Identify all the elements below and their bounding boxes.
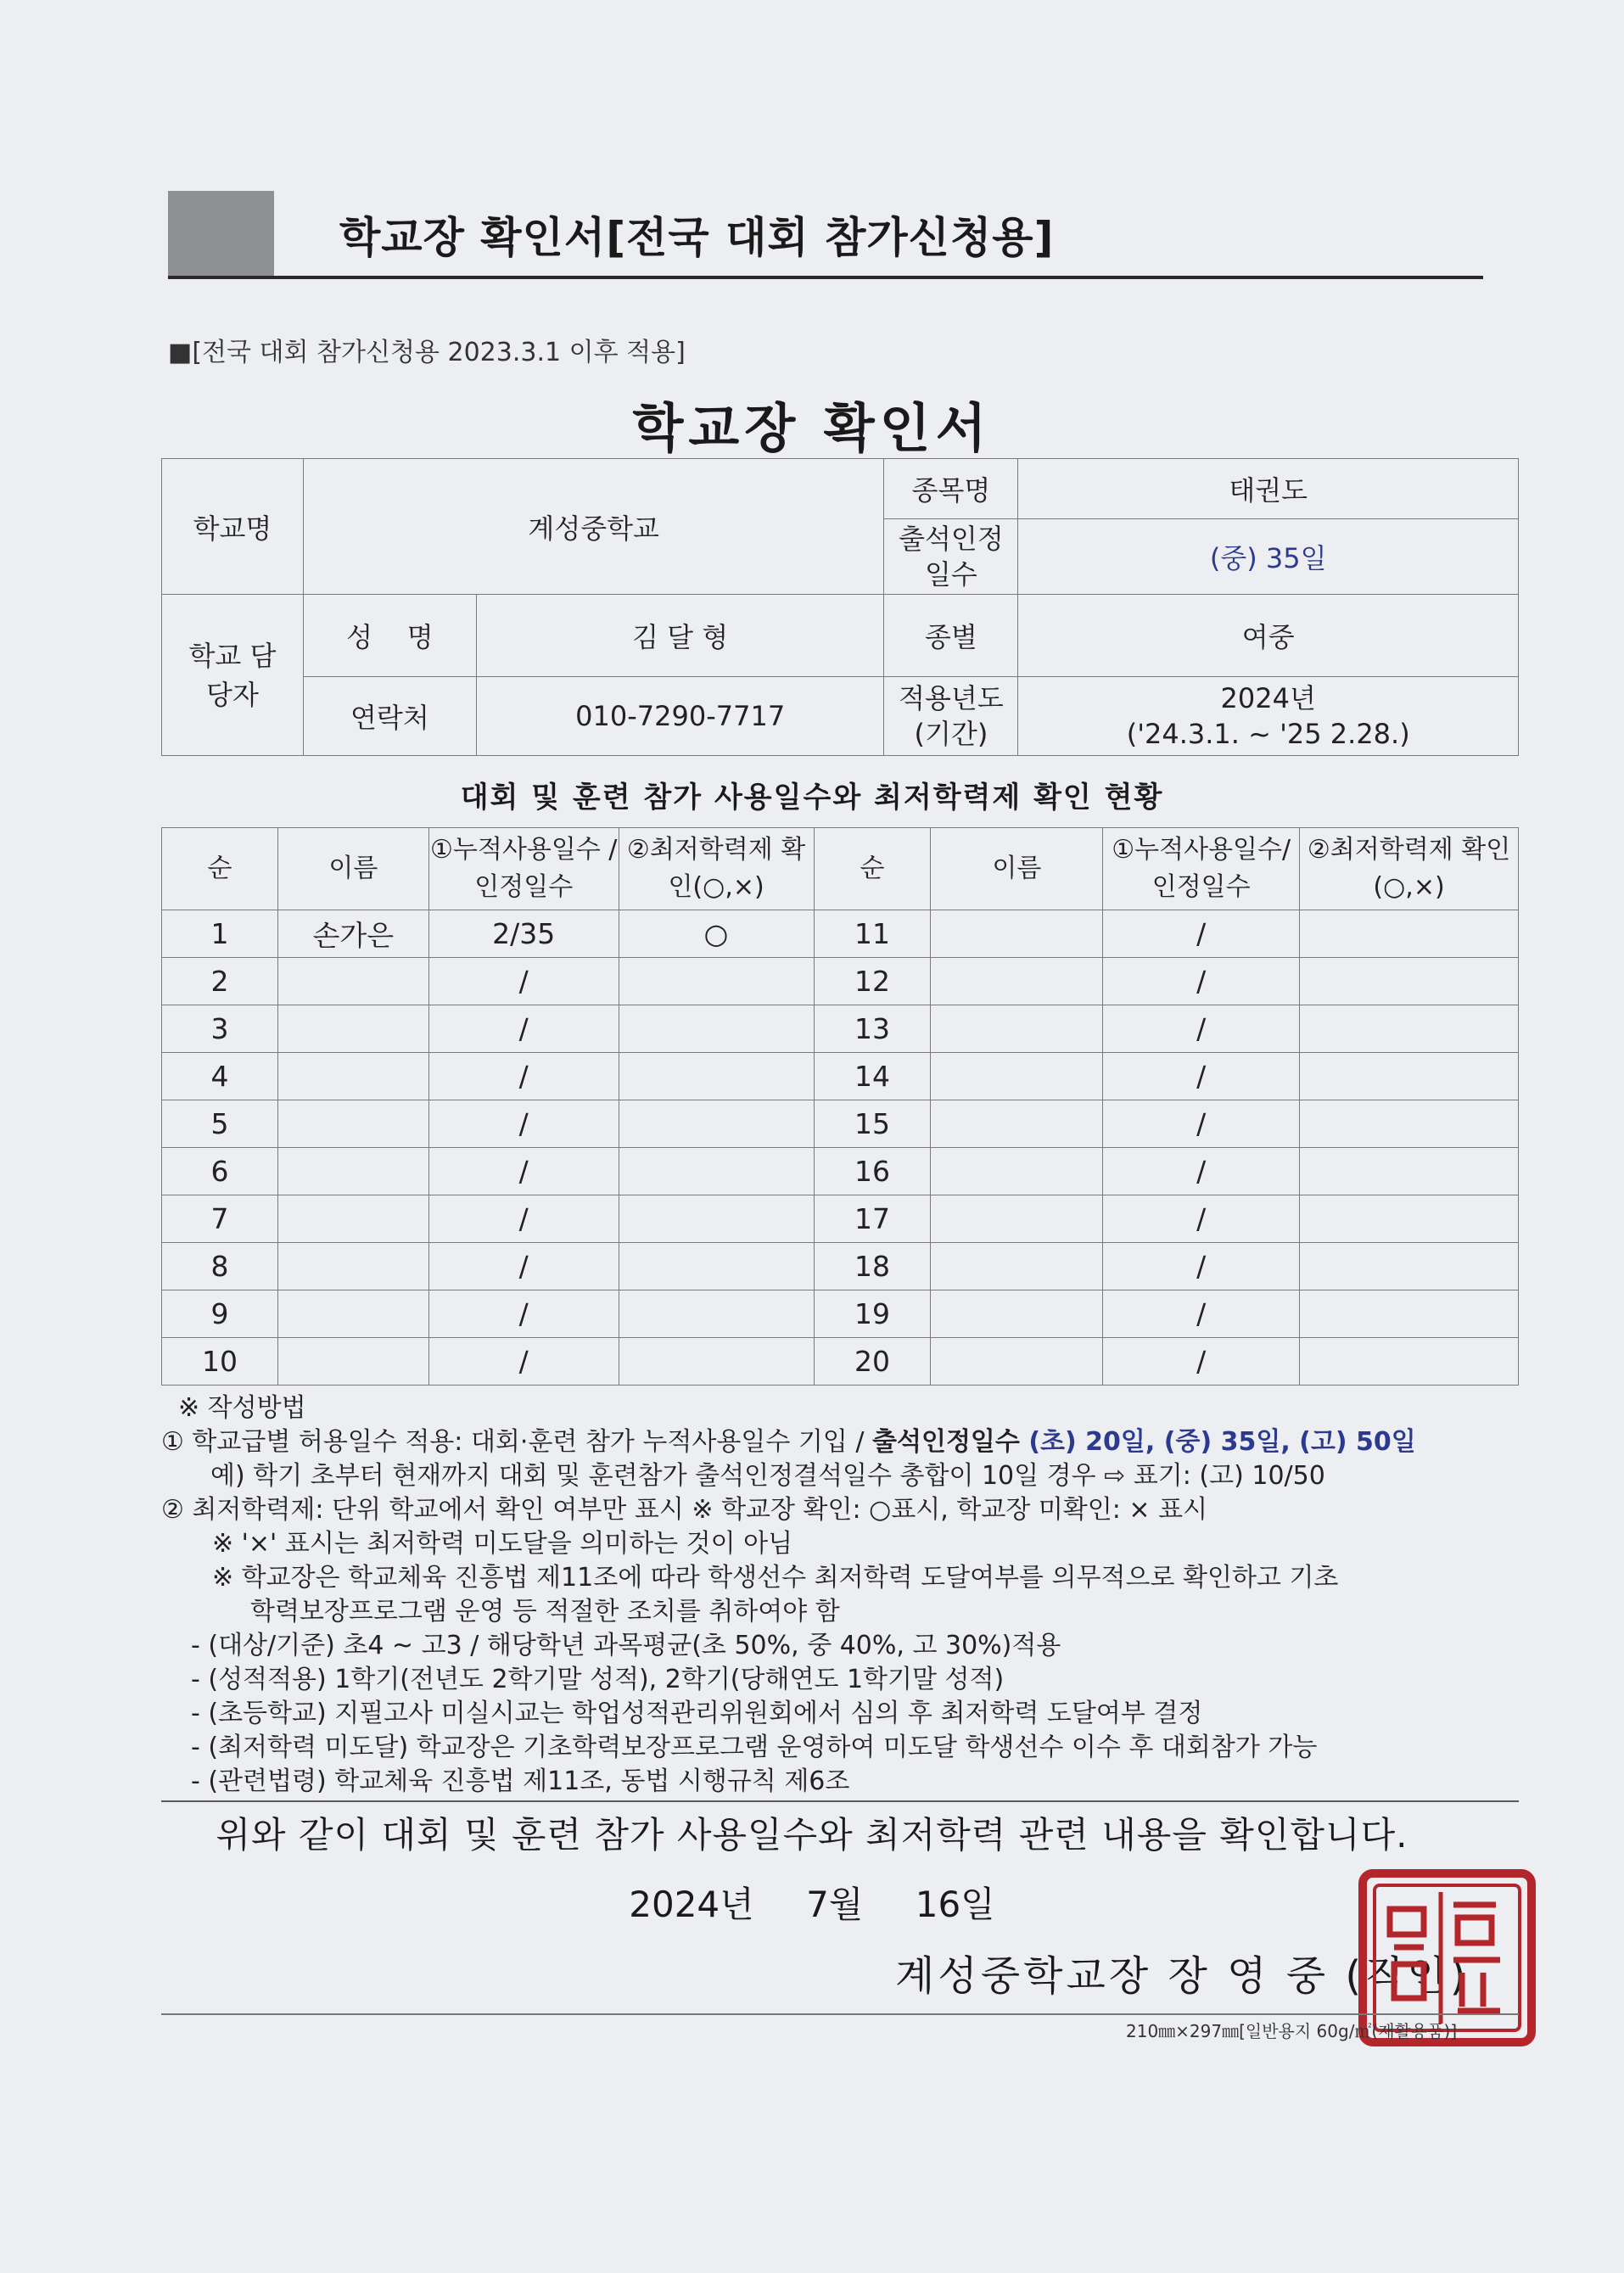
school-name-value: 계성중학교: [303, 459, 884, 595]
period-value: ('24.3.1. ~ '25 2.28.): [1126, 718, 1410, 750]
row-check: [619, 1290, 814, 1338]
note-dash-1: - (대상/기준) 초4 ~ 고3 / 해당학년 과목평균(초 50%, 중 40%, 고 30%)적용: [191, 1631, 1061, 1660]
note-2-sub-2: ※ 학교장은 학교체육 진흥법 제11조에 따라 학생선수 최저학력 도달여부를 의무적으로 확인하고 기초: [212, 1563, 1339, 1593]
row-check-right: [1300, 1148, 1519, 1195]
row-check-right: [1300, 1195, 1519, 1243]
contact-value: 010-7290-7717: [476, 677, 884, 756]
row-check: [619, 1338, 814, 1386]
row-no: 7: [162, 1195, 278, 1243]
row-days-right: /: [1103, 1100, 1300, 1148]
row-check-right: [1300, 1243, 1519, 1290]
row-no-right: 14: [814, 1053, 931, 1100]
table-header-row: [162, 828, 1519, 910]
row-no: 8: [162, 1243, 278, 1290]
year-value: 2024년: [1220, 682, 1316, 714]
note-dash-3: - (초등학교) 지필고사 미실시교는 학업성적관리위원회에서 심의 후 최저학력 도달여부 결정: [191, 1699, 1203, 1728]
manager-label: 학교 담당자: [162, 595, 304, 756]
row-name-right: [931, 1195, 1103, 1243]
table-row: [162, 1148, 1519, 1195]
table-row: [162, 1005, 1519, 1053]
col-header-days-right: ①누적사용일수/ 인정일수: [1103, 828, 1300, 910]
row-name-right: [931, 1243, 1103, 1290]
row-name: [277, 1148, 428, 1195]
info-table: [161, 458, 1519, 756]
col-header-check-right: ②최저학력제 확인(○,×): [1300, 828, 1519, 910]
row-days-right: /: [1103, 1338, 1300, 1386]
attendance-label: 출석인정 일수: [884, 519, 1018, 595]
row-days-right: /: [1103, 1243, 1300, 1290]
table-row: [162, 958, 1519, 1005]
notes-divider: [161, 1800, 1519, 1802]
sport-value: 태권도: [1018, 459, 1519, 519]
row-name: [277, 1338, 428, 1386]
manager-name-value: 김 달 형: [476, 595, 884, 677]
row-no-right: 11: [814, 910, 931, 958]
row-days: /: [428, 958, 619, 1005]
name-label: 성 명: [303, 595, 476, 677]
row-no: 9: [162, 1290, 278, 1338]
note-2-sub-2-cont: 학력보장프로그램 운영 등 적절한 조치를 취하여야 함: [250, 1597, 840, 1626]
table-row: [162, 1290, 1519, 1338]
page-title: 학교장 확인서: [632, 397, 992, 459]
row-no-right: 19: [814, 1290, 931, 1338]
date-day: 16일: [915, 1884, 995, 1925]
row-name: [277, 1100, 428, 1148]
school-name-label: 학교명: [162, 459, 304, 595]
year-label: 적용년도 (기간): [884, 677, 1018, 756]
col-header-check: ②최저학력제 확인(○,×): [619, 828, 814, 910]
row-days-right: /: [1103, 1148, 1300, 1195]
attendance-value: (중) 35일: [1018, 519, 1519, 595]
row-name-right: [931, 910, 1103, 958]
notes-heading: ※ 작성방법: [178, 1393, 306, 1423]
confirmation-statement: 위와 같이 대회 및 훈련 참가 사용일수와 최저학력 관련 내용을 확인합니다.: [216, 1814, 1408, 1856]
note-1-allowed-days: (초) 20일, (중) 35일, (고) 50일: [1019, 1427, 1416, 1457]
row-name-right: [931, 1100, 1103, 1148]
row-check-right: [1300, 910, 1519, 958]
row-no-right: 17: [814, 1195, 931, 1243]
col-header-no: 순: [162, 828, 278, 910]
row-no-right: 18: [814, 1243, 931, 1290]
row-check: [619, 1243, 814, 1290]
sport-label: 종목명: [884, 459, 1018, 519]
table-row: [162, 1100, 1519, 1148]
row-name-right: [931, 1338, 1103, 1386]
col-header-name-right: 이름: [931, 828, 1103, 910]
col-header-days: ①누적사용일수 /인정일수: [428, 828, 619, 910]
row-no: 4: [162, 1053, 278, 1100]
table-row: [162, 1053, 1519, 1100]
note-1-text: ① 학교급별 허용일수 적용: 대회·훈련 참가 누적사용일수 기입 /: [161, 1427, 872, 1457]
row-check: [619, 1053, 814, 1100]
row-days: /: [428, 1148, 619, 1195]
row-days: /: [428, 1100, 619, 1148]
document-header-title: 학교장 확인서[전국 대회 참가신청용]: [339, 213, 1055, 262]
row-days-right: /: [1103, 1005, 1300, 1053]
row-name: [277, 1005, 428, 1053]
row-no-right: 15: [814, 1100, 931, 1148]
date-month: 7월: [806, 1884, 864, 1925]
row-check: ○: [619, 910, 814, 958]
date-year: 2024년: [629, 1884, 754, 1925]
table-row: [162, 1338, 1519, 1386]
row-name: [277, 1243, 428, 1290]
row-days-right: /: [1103, 910, 1300, 958]
note-2-sub-1: ※ '×' 표시는 최저학력 미도달을 의미하는 것이 아님: [212, 1529, 793, 1559]
subheader: ■[전국 대회 참가신청용 2023.3.1 이후 적용]: [168, 338, 686, 367]
row-days: /: [428, 1053, 619, 1100]
note-2: ② 최저학력제: 단위 학교에서 확인 여부만 표시 ※ 학교장 확인: ○표시, 학교장 미확인: × 표시: [161, 1495, 1208, 1525]
row-check-right: [1300, 1338, 1519, 1386]
row-days-right: /: [1103, 1195, 1300, 1243]
table-row: [162, 910, 1519, 958]
row-days: /: [428, 1195, 619, 1243]
row-no: 2: [162, 958, 278, 1005]
row-check: [619, 1148, 814, 1195]
note-1: [161, 1425, 1536, 1459]
category-value: 여중: [1018, 595, 1519, 677]
row-no-right: 20: [814, 1338, 931, 1386]
row-days-right: /: [1103, 1053, 1300, 1100]
note-dash-4: - (최저학력 미도달) 학교장은 기초학력보장프로그램 운영하여 미도달 학생선수 이수 후 대회참가 가능: [191, 1733, 1318, 1762]
table-row: [162, 1243, 1519, 1290]
row-name: [277, 1290, 428, 1338]
row-check-right: [1300, 1100, 1519, 1148]
header-gray-block: [168, 191, 274, 276]
paper-spec: 210㎜×297㎜[일반용지 60g/㎡(재활용품)]: [1126, 2021, 1458, 2041]
principal-signature: 계성중학교장 장 영 중 (직인): [895, 1952, 1470, 2000]
row-name: 손가은: [277, 910, 428, 958]
row-no: 1: [162, 910, 278, 958]
row-no: 10: [162, 1338, 278, 1386]
row-name: [277, 958, 428, 1005]
row-check: [619, 958, 814, 1005]
row-check-right: [1300, 958, 1519, 1005]
row-name-right: [931, 1053, 1103, 1100]
row-no-right: 13: [814, 1005, 931, 1053]
instructions-notes: [161, 1391, 1536, 1799]
note-1-bold: 출석인정일수: [872, 1427, 1020, 1457]
row-days: /: [428, 1338, 619, 1386]
row-check: [619, 1100, 814, 1148]
row-name-right: [931, 1005, 1103, 1053]
note-dash-2: - (성적적용) 1학기(전년도 2학기말 성적), 2학기(당해연도 1학기말 성적): [191, 1665, 1005, 1694]
row-days-right: /: [1103, 958, 1300, 1005]
col-header-name: 이름: [277, 828, 428, 910]
header-underline: [168, 276, 1483, 279]
row-no: 5: [162, 1100, 278, 1148]
note-1-example: 예) 학기 초부터 현재까지 대회 및 훈련참가 출석인정결석일수 총합이 10일 경우 ⇨ 표기: (고) 10/50: [210, 1461, 1325, 1491]
row-no: 3: [162, 1005, 278, 1053]
row-check-right: [1300, 1053, 1519, 1100]
year-cell: [1018, 677, 1519, 756]
row-days: 2/35: [428, 910, 619, 958]
row-check-right: [1300, 1005, 1519, 1053]
table-row: [162, 1195, 1519, 1243]
row-no-right: 16: [814, 1148, 931, 1195]
row-name: [277, 1053, 428, 1100]
row-name-right: [931, 1290, 1103, 1338]
row-name-right: [931, 958, 1103, 1005]
bottom-divider: [161, 2013, 1519, 2015]
row-days-right: /: [1103, 1290, 1300, 1338]
row-days: /: [428, 1290, 619, 1338]
row-name-right: [931, 1148, 1103, 1195]
contact-label: 연락처: [303, 677, 476, 756]
col-header-no-right: 순: [814, 828, 931, 910]
row-days: /: [428, 1243, 619, 1290]
section-title: 대회 및 훈련 참가 사용일수와 최저학력제 확인 현황: [460, 781, 1164, 815]
row-check: [619, 1005, 814, 1053]
participant-table: [161, 827, 1519, 1386]
row-name: [277, 1195, 428, 1243]
row-check-right: [1300, 1290, 1519, 1338]
note-dash-5: - (관련법령) 학교체육 진흥법 제11조, 동법 시행규칙 제6조: [191, 1766, 850, 1796]
category-label: 종별: [884, 595, 1018, 677]
row-check: [619, 1195, 814, 1243]
row-no: 6: [162, 1148, 278, 1195]
row-days: /: [428, 1005, 619, 1053]
row-no-right: 12: [814, 958, 931, 1005]
